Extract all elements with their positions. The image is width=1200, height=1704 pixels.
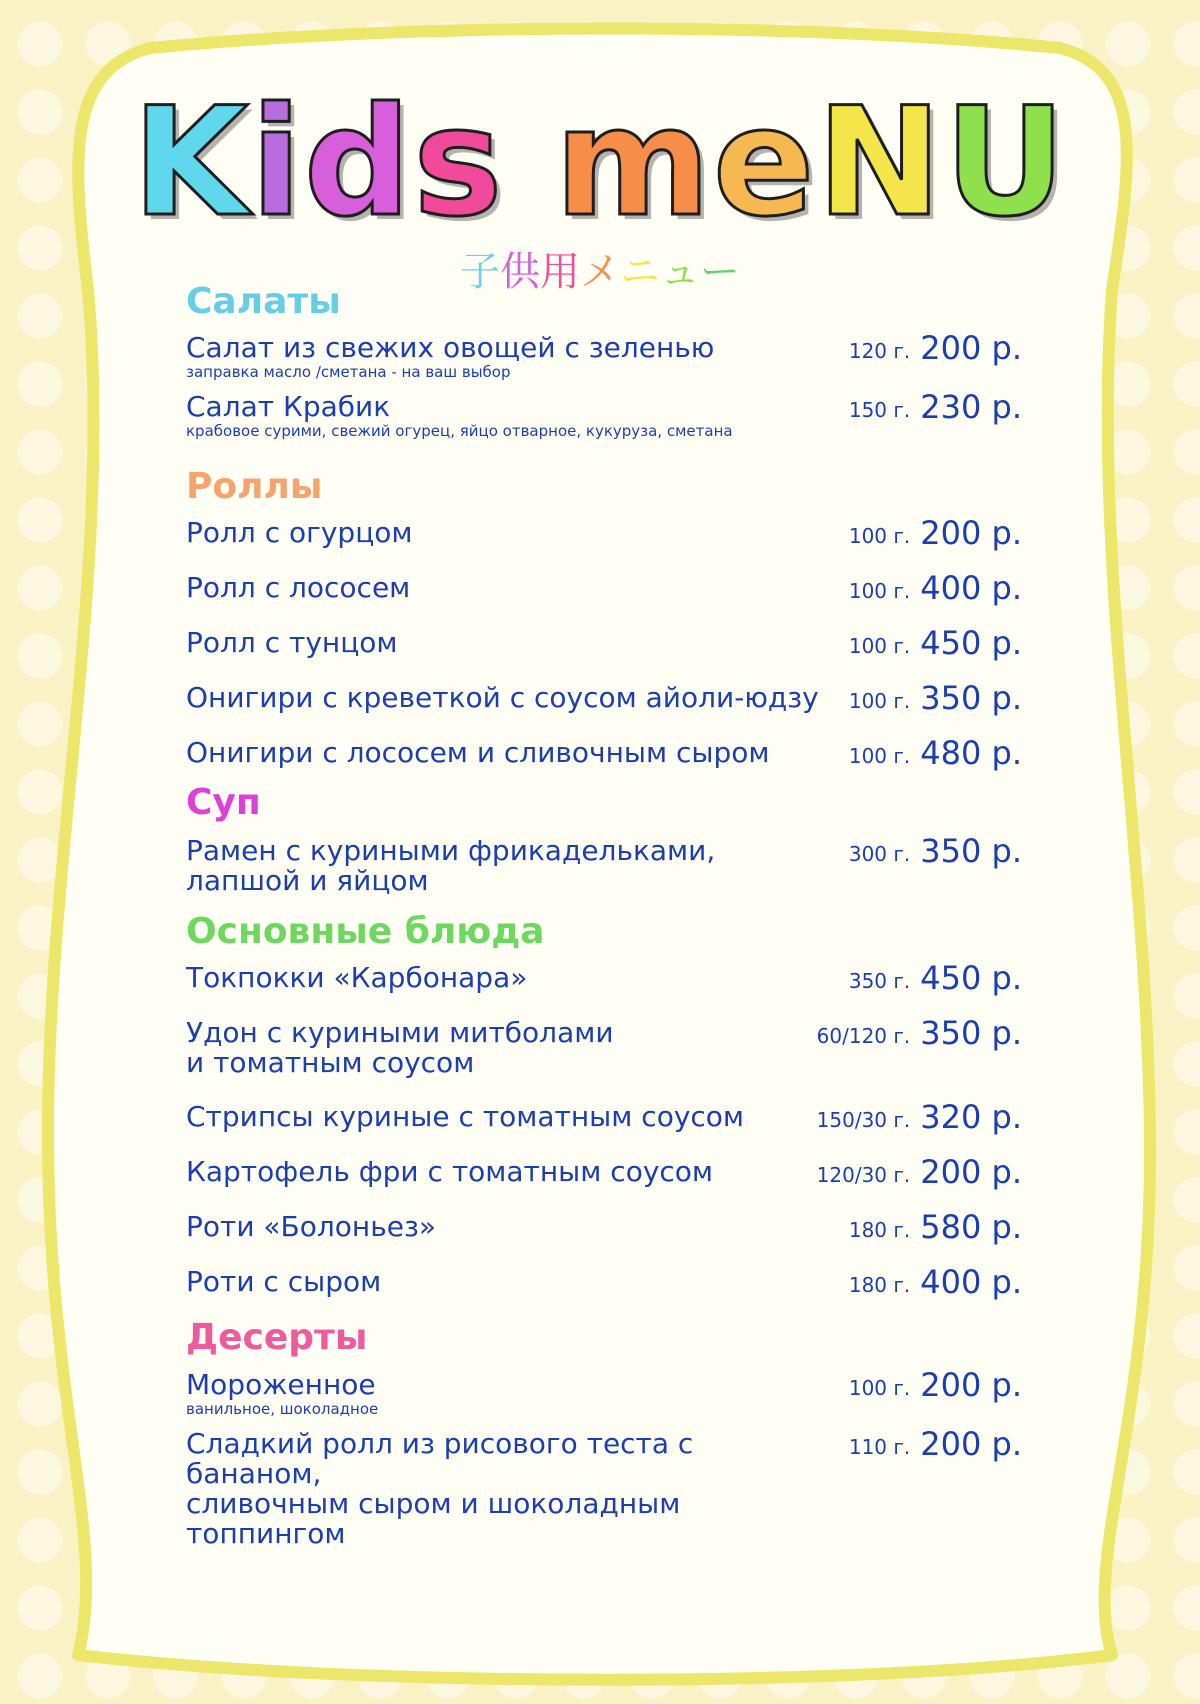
- item-weight-price: [848, 569, 1022, 607]
- subtitle-char: 子: [460, 249, 500, 295]
- item-price: 400 р.: [920, 1263, 1022, 1301]
- item-name: Мороженное: [186, 1368, 376, 1401]
- section-title: Десерты: [186, 1317, 368, 1358]
- title-letter: m: [554, 76, 713, 250]
- menu-item: [186, 679, 1022, 717]
- item-price: 200 р.: [920, 329, 1022, 367]
- item-weight-price: [816, 1014, 1022, 1052]
- menu-item: [186, 1208, 1022, 1246]
- item-weight: 150 г.: [848, 398, 911, 422]
- item-weight: 180 г.: [848, 1273, 911, 1297]
- item-weight: 100 г.: [848, 524, 911, 548]
- item-weight-price: [848, 959, 1022, 997]
- subtitle-char: ー: [700, 249, 740, 295]
- item-name: Стрипсы куриные с томатным соусом: [186, 1100, 745, 1133]
- section-title: Салаты: [186, 281, 341, 322]
- subtitle-char: ュ: [660, 249, 700, 295]
- title-letter: s: [413, 76, 505, 250]
- item-weight: 300 г.: [848, 842, 911, 866]
- item-weight: 100 г.: [848, 689, 911, 713]
- item-weight-price: [848, 679, 1022, 717]
- item-name: Салат Крабик: [186, 390, 391, 423]
- menu-item: [186, 329, 1022, 381]
- item-price: 480 р.: [920, 734, 1022, 772]
- item-weight: 100 г.: [848, 634, 911, 658]
- item-price: 200 р.: [920, 1153, 1022, 1191]
- subtitle-char: 用: [540, 249, 580, 295]
- item-weight: 100 г.: [848, 744, 911, 768]
- item-price: 200 р.: [920, 1366, 1022, 1404]
- item-weight: 350 г.: [848, 969, 911, 993]
- kids-menu-title: [0, 76, 1200, 250]
- subtitle-char: 供: [500, 249, 540, 295]
- item-price: 350 р.: [920, 679, 1022, 717]
- menu-item: [186, 624, 1022, 662]
- item-weight-price: [848, 832, 1022, 870]
- title-word: [132, 76, 505, 250]
- item-name: Роти с сыром: [186, 1265, 382, 1298]
- item-weight: 120/30 г.: [816, 1163, 911, 1187]
- item-name: Ролл с тунцом: [186, 626, 398, 659]
- item-weight: 150/30 г.: [816, 1108, 911, 1132]
- item-name: Салат из свежих овощей с зеленью: [186, 331, 715, 364]
- section-title: Роллы: [186, 466, 323, 507]
- item-weight-price: [848, 734, 1022, 772]
- menu-item: [186, 1366, 1022, 1418]
- menu-item: [186, 569, 1022, 607]
- title-letter: i: [250, 76, 304, 250]
- item-description: крабовое сурими, свежий огурец, яйцо отварное, кукуруза, сметана: [186, 422, 733, 440]
- item-weight: 120 г.: [848, 339, 911, 363]
- item-name: Ролл с огурцом: [186, 516, 413, 549]
- item-weight: 60/120 г.: [816, 1024, 911, 1048]
- item-description: заправка масло /сметана - на ваш выбор: [186, 363, 511, 381]
- menu-item: [186, 388, 1022, 440]
- subtitle-char: ニ: [620, 249, 660, 295]
- title-letter: d: [303, 76, 414, 250]
- item-name: Картофель фри с томатным соусом: [186, 1155, 714, 1188]
- item-weight: 100 г.: [848, 579, 911, 603]
- item-name: Токпокки «Карбонара»: [186, 961, 528, 994]
- item-weight: 100 г.: [848, 1376, 911, 1400]
- menu-item: [186, 1098, 1022, 1136]
- item-name: Онигири с креветкой с соусом айоли-юдзу: [186, 681, 819, 714]
- menu-item: [186, 514, 1022, 552]
- item-weight-price: [848, 624, 1022, 662]
- menu-item: [186, 1014, 1022, 1079]
- item-weight-price: [848, 1425, 1022, 1463]
- menu-item: [186, 1263, 1022, 1301]
- item-price: 200 р.: [920, 514, 1022, 552]
- item-name: Удон с куриными митболами и томатным соусом: [186, 1016, 614, 1079]
- item-name: Ролл с лососем: [186, 571, 411, 604]
- menu-item: [186, 832, 1022, 897]
- menu-item: [186, 1153, 1022, 1191]
- item-name: Рамен с куриными фрикадельками, лапшой и яйцом: [186, 834, 716, 897]
- title-word: [554, 76, 1068, 250]
- item-weight-price: [848, 514, 1022, 552]
- item-price: 230 р.: [920, 388, 1022, 426]
- item-weight-price: [848, 388, 1022, 426]
- title-letter: K: [132, 76, 251, 250]
- item-name: Сладкий ролл из рисового теста с бананом, сливочным сыром и шоколадным топпингом: [186, 1427, 694, 1550]
- section-title: Суп: [186, 782, 261, 823]
- section-title: Основные блюда: [186, 911, 545, 952]
- menu-item: [186, 1425, 1022, 1550]
- item-price: 200 р.: [920, 1425, 1022, 1463]
- item-price: 580 р.: [920, 1208, 1022, 1246]
- item-weight: 110 г.: [848, 1435, 911, 1459]
- item-weight-price: [848, 1263, 1022, 1301]
- item-weight-price: [848, 1208, 1022, 1246]
- subtitle-char: メ: [580, 249, 620, 295]
- item-weight-price: [816, 1153, 1022, 1191]
- menu-item: [186, 734, 1022, 772]
- japanese-subtitle: [0, 249, 1200, 295]
- item-price: 450 р.: [920, 959, 1022, 997]
- title-letter: U: [944, 76, 1068, 250]
- item-description: ванильное, шоколадное: [186, 1400, 379, 1418]
- item-name: Роти «Болоньез»: [186, 1210, 436, 1243]
- item-price: 350 р.: [920, 1014, 1022, 1052]
- menu-item: [186, 959, 1022, 997]
- item-price: 350 р.: [920, 832, 1022, 870]
- title-letter: N: [816, 76, 945, 250]
- item-price: 450 р.: [920, 624, 1022, 662]
- item-weight: 180 г.: [848, 1218, 911, 1242]
- item-weight-price: [848, 1366, 1022, 1404]
- item-price: 400 р.: [920, 569, 1022, 607]
- item-weight-price: [816, 1098, 1022, 1136]
- item-name: Онигири с лососем и сливочным сыром: [186, 736, 770, 769]
- item-weight-price: [848, 329, 1022, 367]
- title-letter: e: [712, 76, 817, 250]
- item-price: 320 р.: [920, 1098, 1022, 1136]
